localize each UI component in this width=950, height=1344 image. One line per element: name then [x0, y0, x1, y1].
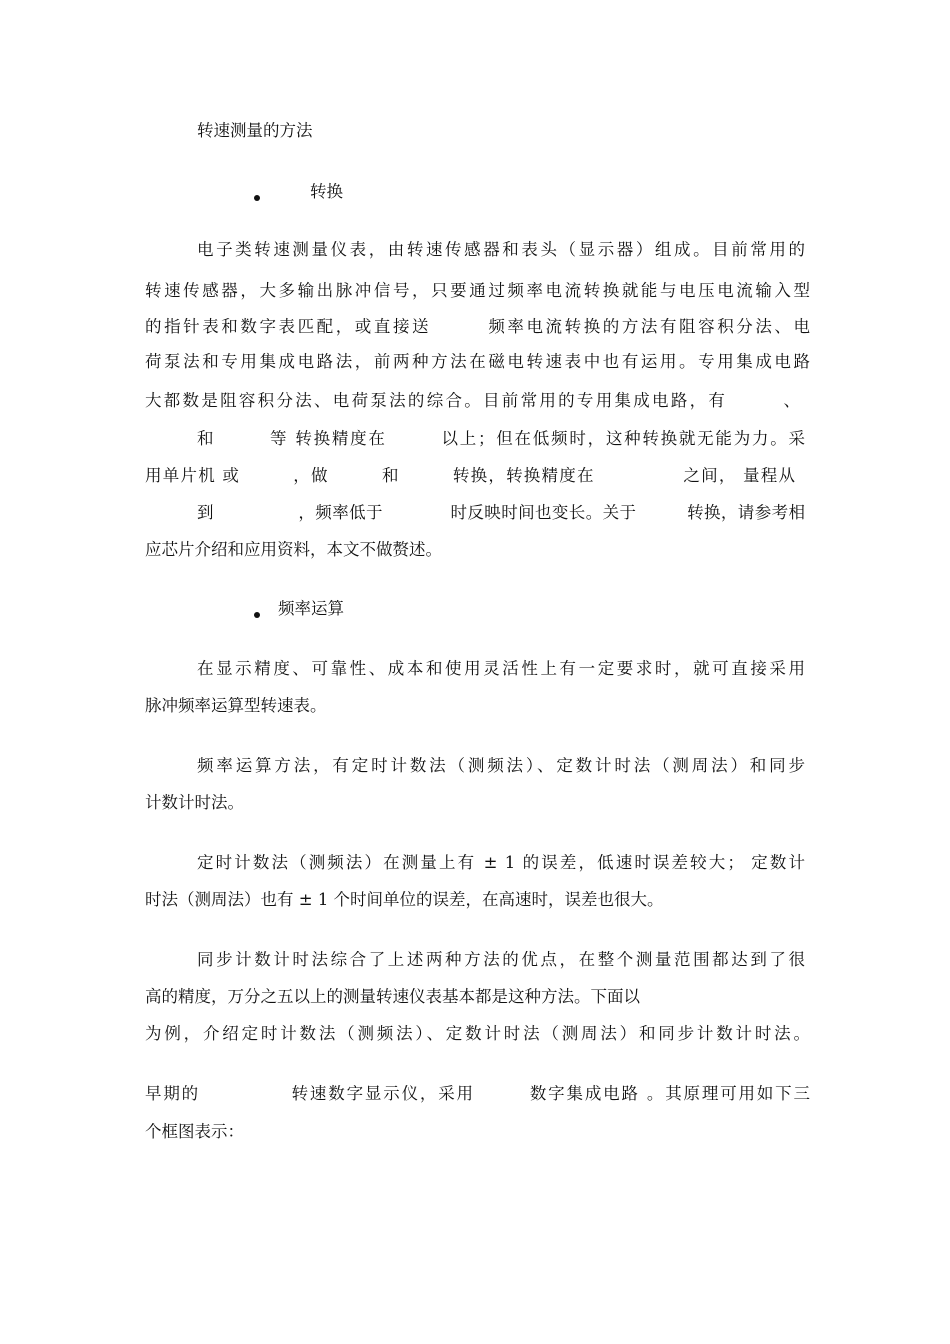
paragraph-line: 为例，介绍定时计数法（测频法）、定数计时法（测周法）和同步计数计时法。 [145, 1024, 810, 1043]
paragraph-line: 大都数是阻容积分法、电荷泵法的综合。目前常用的专用集成电路，有 、 [145, 391, 800, 410]
paragraph-line: 计数计时法。 [145, 793, 244, 812]
paragraph-line: 应芯片介绍和应用资料，本文不做赘述。 [145, 540, 442, 559]
paragraph-line: 用单片机 或 ，做 和 转换，转换精度在 之间， 量程从 [145, 466, 795, 485]
bullet-icon [254, 612, 260, 618]
paragraph-line: 荷泵法和专用集成电路法，前两种方法在磁电转速表中也有运用。专用集成电路 [145, 352, 810, 371]
paragraph-line: 到 ，频率低于 时反映时间也变长。关于 转换，请参考相 [197, 503, 805, 522]
paragraph-line: 频率运算方法，有定时计数法（测频法）、定数计时法（测周法）和同步 [197, 756, 805, 775]
paragraph-line: 早期的 转速数字显示仪，采用 数字集成电路 。其原理可用如下三 [145, 1084, 810, 1103]
paragraph-line: 脉冲频率运算型转速表。 [145, 696, 327, 715]
document-title: 转速测量的方法 [197, 121, 313, 140]
paragraph-line: 的指针表和数字表匹配，或直接送 频率电流转换的方法有阻容积分法、电 [145, 317, 810, 336]
bullet-icon [254, 195, 260, 201]
paragraph-line: 同步计数计时法综合了上述两种方法的优点，在整个测量范围都达到了很 [197, 950, 805, 969]
paragraph-line: 转速传感器，大多输出脉冲信号，只要通过频率电流转换就能与电压电流输入型 [145, 281, 810, 300]
paragraph-line: 在显示精度、可靠性、成本和使用灵活性上有一定要求时，就可直接采用 [197, 659, 805, 678]
paragraph-line: 高的精度，万分之五以上的测量转速仪表基本都是这种方法。下面以 [145, 987, 640, 1006]
paragraph-line: 时法（测周法）也有 ± 1 个时间单位的误差，在高速时，误差也很大。 [145, 890, 664, 909]
paragraph-line: 电子类转速测量仪表，由转速传感器和表头（显示器）组成。目前常用的 [197, 240, 805, 259]
paragraph-line: 个框图表示： [145, 1122, 244, 1141]
section-heading-frequency: 频率运算 [278, 599, 344, 618]
paragraph-line: 和 等 转换精度在 以上；但在低频时，这种转换就无能为力。采 [197, 429, 805, 448]
section-heading-conversion: 转换 [310, 182, 343, 201]
paragraph-line: 定时计数法（测频法）在测量上有 ± 1 的误差，低速时误差较大； 定数计 [197, 853, 805, 872]
